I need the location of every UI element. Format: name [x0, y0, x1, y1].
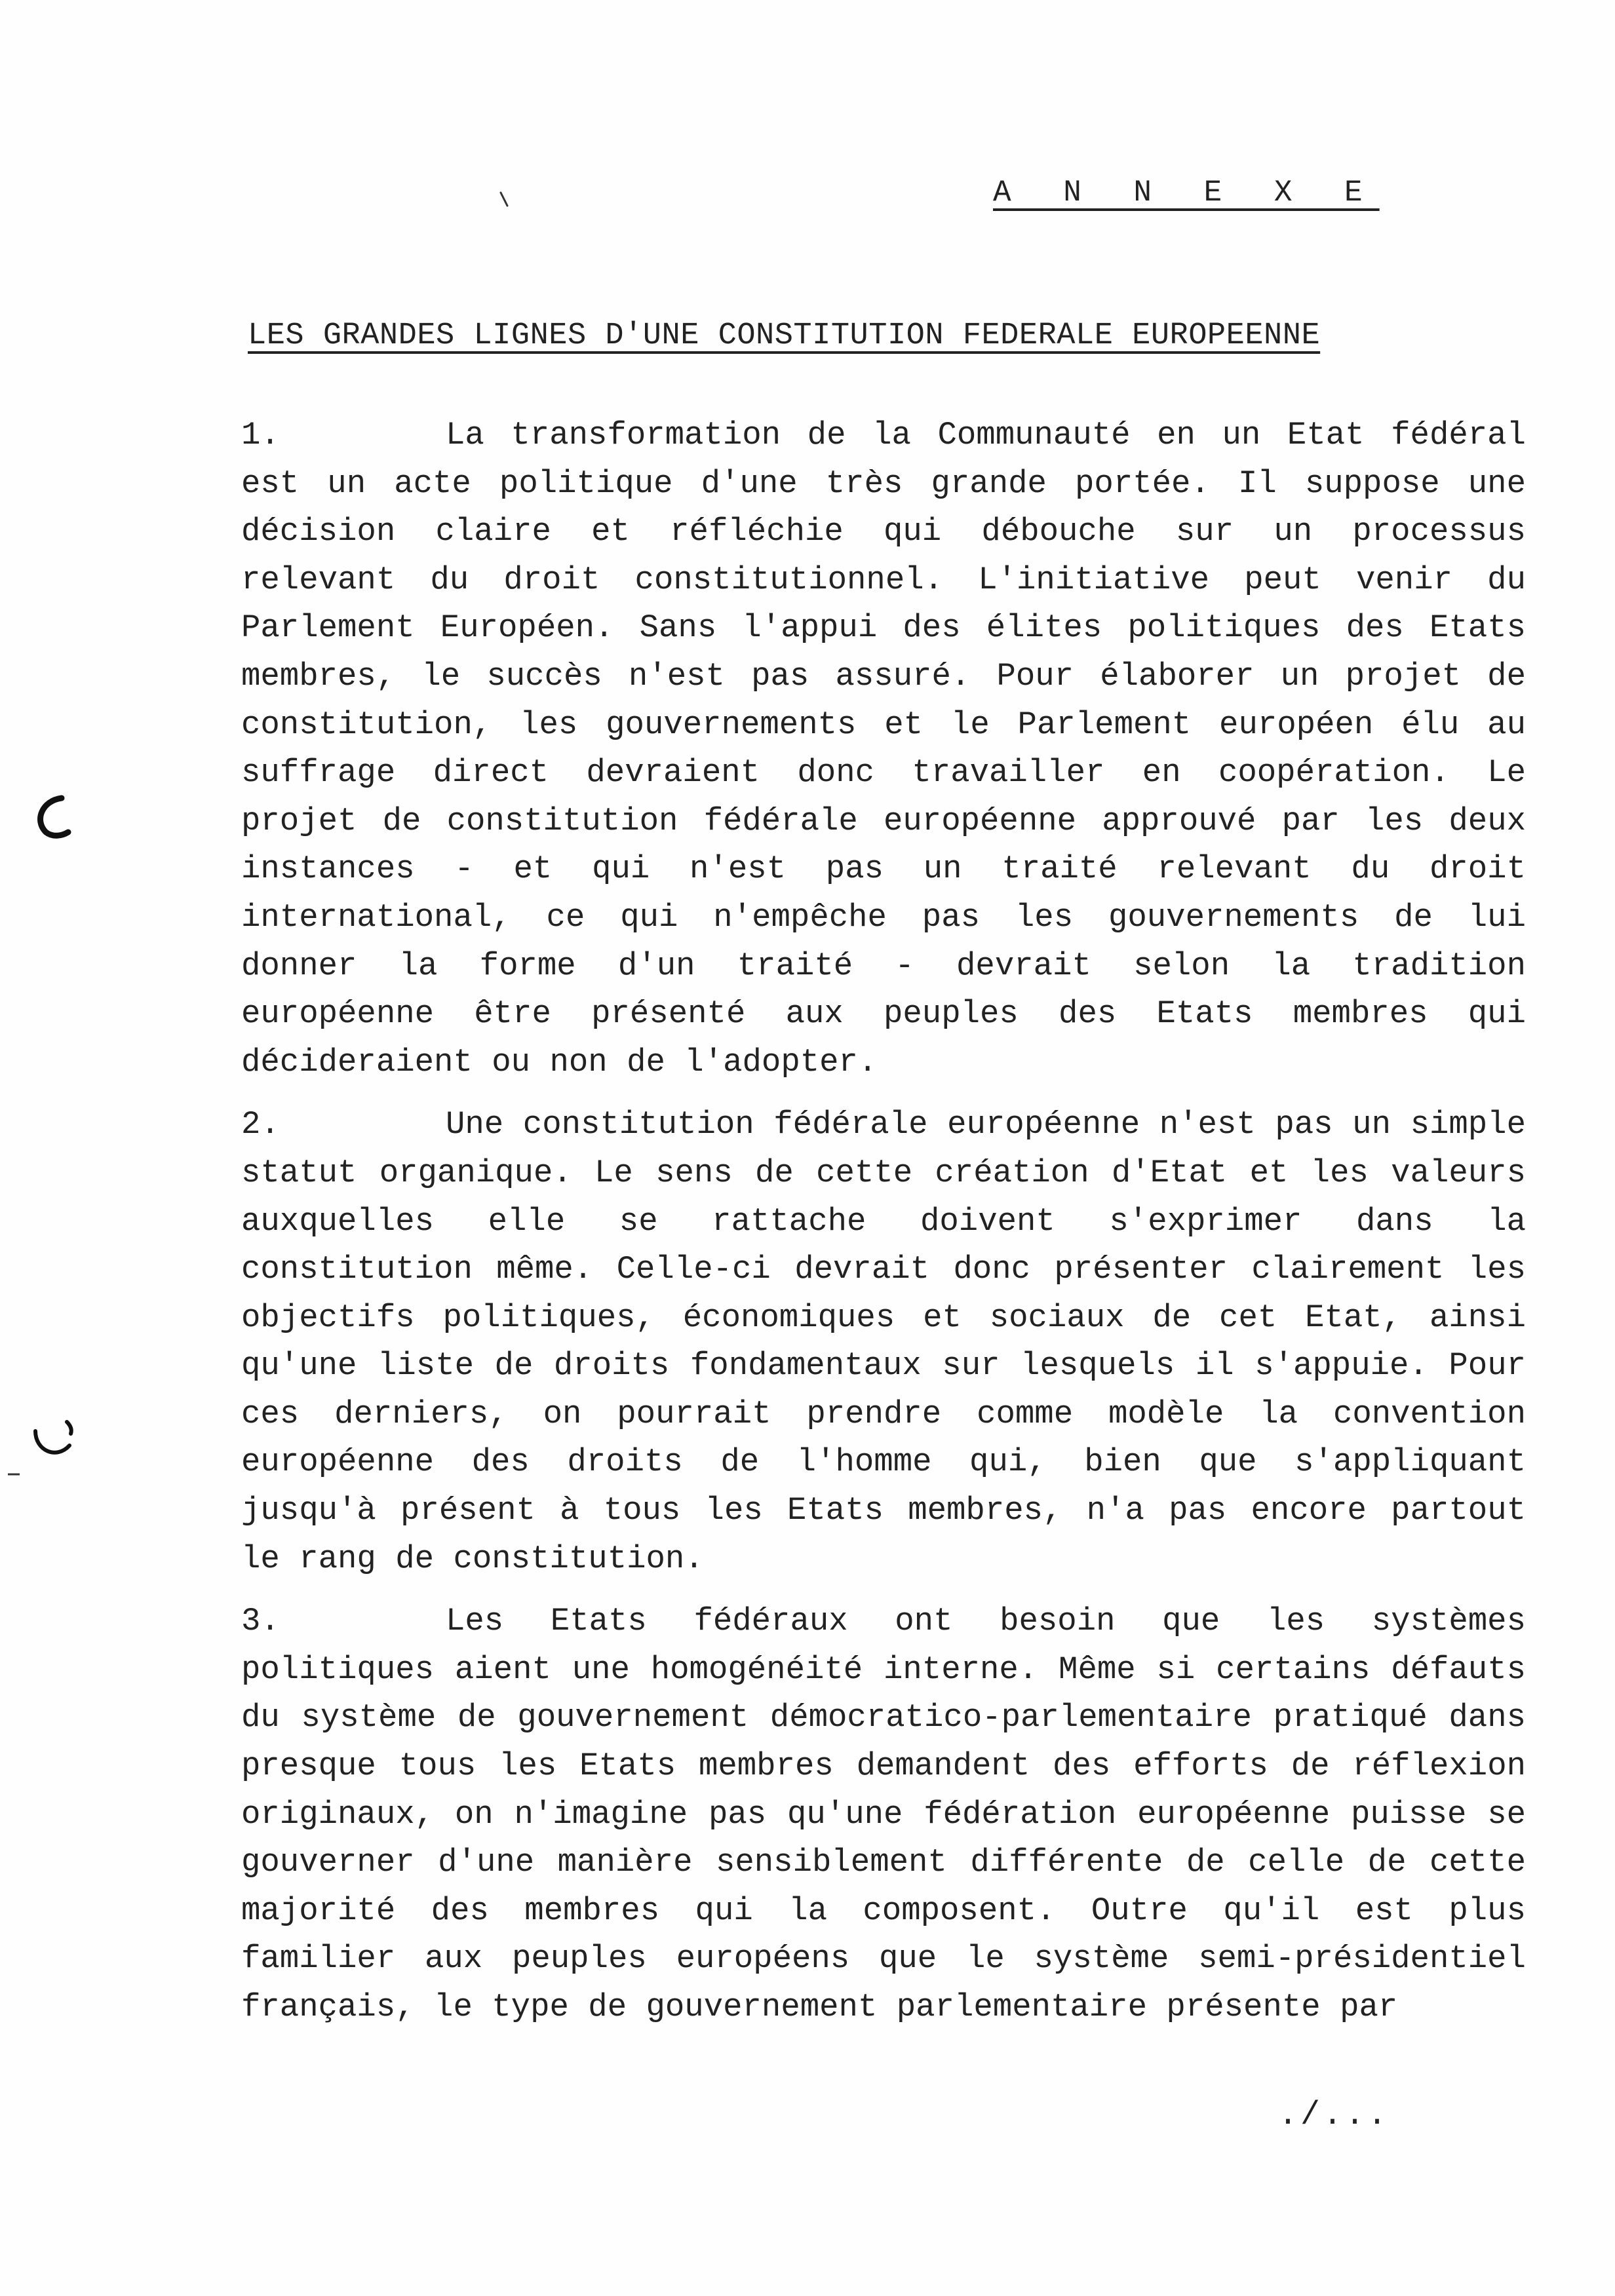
- paragraph-text: Les Etats fédéraux ont besoin que les systèmes politiques aient une homogénéité interne. Même si certains défauts du système de gouvernement démocratico-parlementaire pratiqué dans presque tous les Etats membres demandent des efforts de réflexion originaux, on n'imagine pas qu'une fédération européenne puisse se gouverner d'une manière sensiblement différente de celle de cette majorité des membres qui la composent. Outre qu'il est plus familier aux peuples européens que le système semi-présidentiel français, le type de gouvernement parlementaire présente par: [241, 1603, 1526, 2025]
- paragraph-number: 2.: [241, 1106, 280, 1143]
- annex-title: A N N E X E: [993, 176, 1380, 210]
- document-heading: LES GRANDES LIGNES D'UNE CONSTITUTION FEDERALE EUROPEENNE: [248, 318, 1321, 353]
- paragraph-number: 3.: [241, 1603, 280, 1640]
- continuation-mark: ./...: [1278, 2097, 1390, 2134]
- punch-hole-upper-mark: [28, 794, 73, 840]
- document-body: [241, 411, 1526, 2046]
- paragraph-text: Une constitution fédérale européenne n'est pas un simple statut organique. Le sens de cette création d'Etat et les valeurs auxquelles elle se rattache doivent s'exprimer dans la constitution même. Celle-ci devrait donc présenter clairement les objectifs politiques, économiques et sociaux de cet Etat, ainsi qu'une liste de droits fondamentaux sur lesquels il s'appuie. Pour ces derniers, on pourrait prendre comme modèle la convention européenne des droits de l'homme qui, bien que s'appliquant jusqu'à présent à tous les Etats membres, n'a pas encore partout le rang de constitution.: [241, 1106, 1526, 1577]
- paragraph-3: [241, 1598, 1526, 2031]
- stray-tick-mark: [498, 190, 511, 210]
- paragraph-1: [241, 411, 1526, 1086]
- paragraph-2: [241, 1101, 1526, 1583]
- paragraph-number: 1.: [241, 417, 280, 453]
- stray-dash-mark: [7, 1471, 22, 1478]
- paragraph-text: La transformation de la Communauté en un Etat fédéral est un acte politique d'une très grande portée. Il suppose une décision claire et réfléchie qui débouche sur un processus relevant du droit constitutionnel. L'initiative peut venir du Parlement Européen. Sans l'appui des élites politiques des Etats membres, le succès n'est pas assuré. Pour élaborer un projet de constitution, les gouvernements et le Parlement européen élu au suffrage direct devraient donc travailler en coopération. Le projet de constitution fédérale européenne approuvé par les deux instances - et qui n'est pas un traité relevant du droit international, ce qui n'empêche pas les gouvernements de lui donner la forme d'un traité - devrait selon la tradition européenne être présenté aux peuples des Etats membres qui décideraient ou non de l'adopter.: [241, 417, 1526, 1081]
- punch-hole-lower-mark: [30, 1417, 76, 1463]
